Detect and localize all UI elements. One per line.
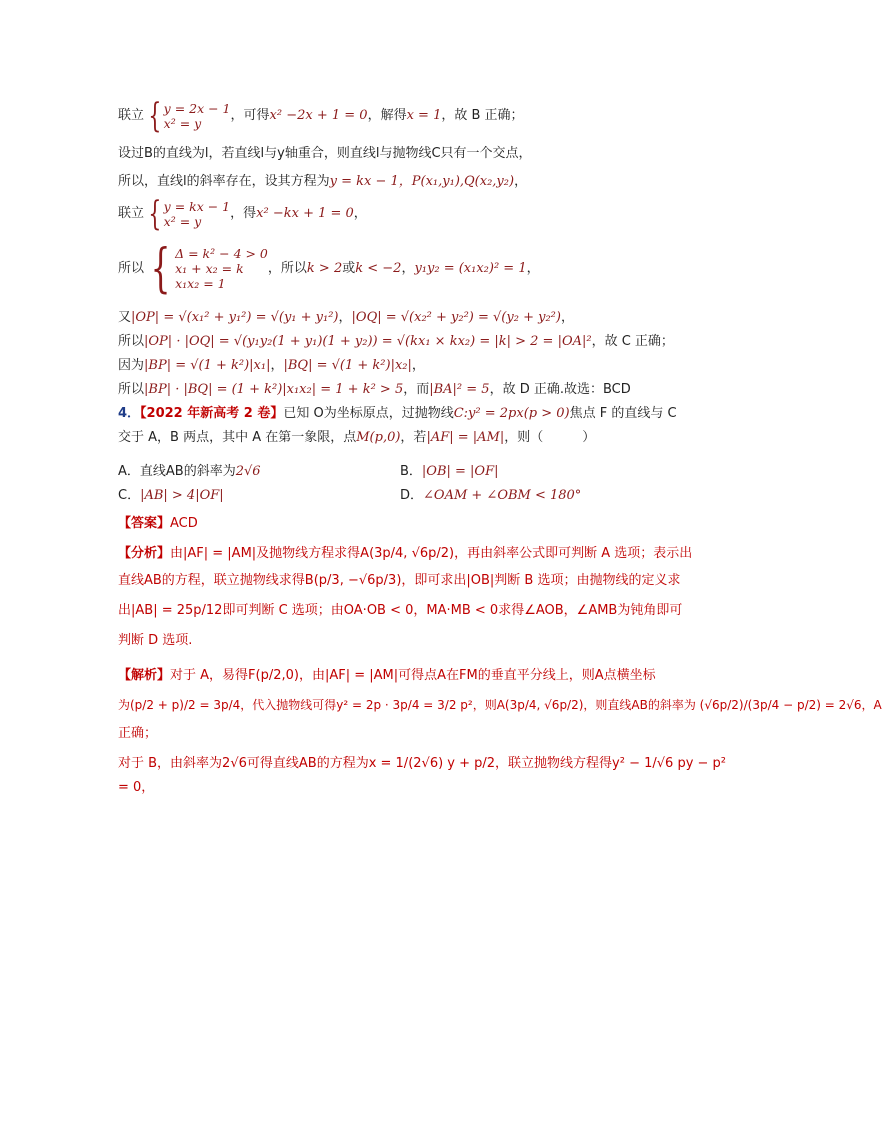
line-system-3: 所以 { Δ = k² − 4 > 0 x₁ + x₂ = k x₁x₂ = 1 ，所以k > 2或k < −2，y₁y₂ = (x₁x₂)² = 1， xyxy=(118,238,540,299)
equation-system: { Δ = k² − 4 > 0 x₁ + x₂ = k x₁x₂ = 1 xyxy=(150,238,268,299)
solution-line-2: 为(p/2 + p)/2 = 3p/4，代入抛物线可得y² = 2p · 3p/4 = 3/2 p²，则A(3p/4, √6p/2)，则直线AB的斜率为 (√6p/2)/(3p/4 − p/2) = 2√6，A xyxy=(118,698,882,712)
option-b: B．|OB| = |OF| xyxy=(400,464,499,479)
document-page xyxy=(118,95,882,800)
solution-line-1: 【解析】对于 A，易得F(p/2,0)，由|AF| = |AM|可得点A在FM的垂直平分线上，则A点横坐标 xyxy=(118,668,656,683)
analysis-line-2: 直线AB的方程，联立抛物线求得B(p/3, −√6p/3)，即可求出|OB|判断 B 选项；由抛物线的定义求 xyxy=(118,573,681,588)
analysis-line-1: 【分析】由|AF| = |AM|及抛物线方程求得A(3p/4, √6p/2)，再由斜率公式即可判断 A 选项；表示出 xyxy=(118,546,693,561)
line-p7: 所以|OP| · |OQ| = √(y₁y₂(1 + y₁)(1 + y₂)) = √(kx₁ × kx₂) = |k| > 2 = |OA|²，故 C 正确； xyxy=(118,334,674,349)
line-system-2: 联立 { y = kx − 1 x² = y ，得x² −kx + 1 = 0， xyxy=(118,193,367,234)
options xyxy=(118,460,690,508)
option-c: C．|AB| > 4|OF| xyxy=(118,488,224,503)
line-p9: 所以|BP| · |BQ| = (1 + k²)|x₁x₂| = 1 + k² > 5，而|BA|² = 5，故 D 正确.故选：BCD xyxy=(118,382,631,397)
question-4-cont: 交于 A，B 两点，其中 A 在第一象限，点M(p,0)，若|AF| = |AM|，则（ ） xyxy=(118,430,596,445)
option-a: A．直线AB的斜率为2√6 xyxy=(118,464,261,479)
line-p2: 设过B的直线为l，若直线l与y轴重合，则直线l与抛物线C只有一个交点， xyxy=(118,146,532,161)
line-p8: 因为|BP| = √(1 + k²)|x₁|，|BQ| = √(1 + k²)|x₂|， xyxy=(118,358,425,373)
question-4: 4．【2022 年新高考 2 卷】已知 O为坐标原点，过抛物线C:y² = 2px(p > 0)焦点 F 的直线与 C xyxy=(118,406,677,421)
analysis-line-3: 出|AB| = 25p/12即可判断 C 选项；由OA·OB < 0，MA·MB < 0求得∠AOB，∠AMB为钝角即可 xyxy=(118,603,683,618)
line-system-1: 联立 { y = 2x − 1 x² = y ，可得x² −2x + 1 = 0，解得x = 1，故 B 正确； xyxy=(118,95,524,136)
analysis-line-4: 判断 D 选项. xyxy=(118,633,193,648)
line-p6: 又|OP| = √(x₁² + y₁²) = √(y₁ + y₁²)，|OQ| = √(x₂² + y₂²) = √(y₂ + y₂²)， xyxy=(118,310,574,325)
solution-line-3: 正确； xyxy=(118,726,158,741)
equation-system: { y = kx − 1 x² = y xyxy=(148,193,231,234)
answer: 【答案】ACD xyxy=(118,516,198,531)
solution-line-5: = 0， xyxy=(118,780,155,795)
equation-system: { y = 2x − 1 x² = y xyxy=(148,95,231,136)
option-d: D．∠OAM + ∠OBM < 180° xyxy=(400,488,582,503)
line-p3: 所以，直线l的斜率存在，设其方程为y = kx − 1，P(x₁,y₁),Q(x₂,y₂)， xyxy=(118,174,528,189)
solution-line-4: 对于 B，由斜率为2√6可得直线AB的方程为x = 1/(2√6) y + p/2，联立抛物线方程得y² − 1/√6 py − p² xyxy=(118,756,727,771)
